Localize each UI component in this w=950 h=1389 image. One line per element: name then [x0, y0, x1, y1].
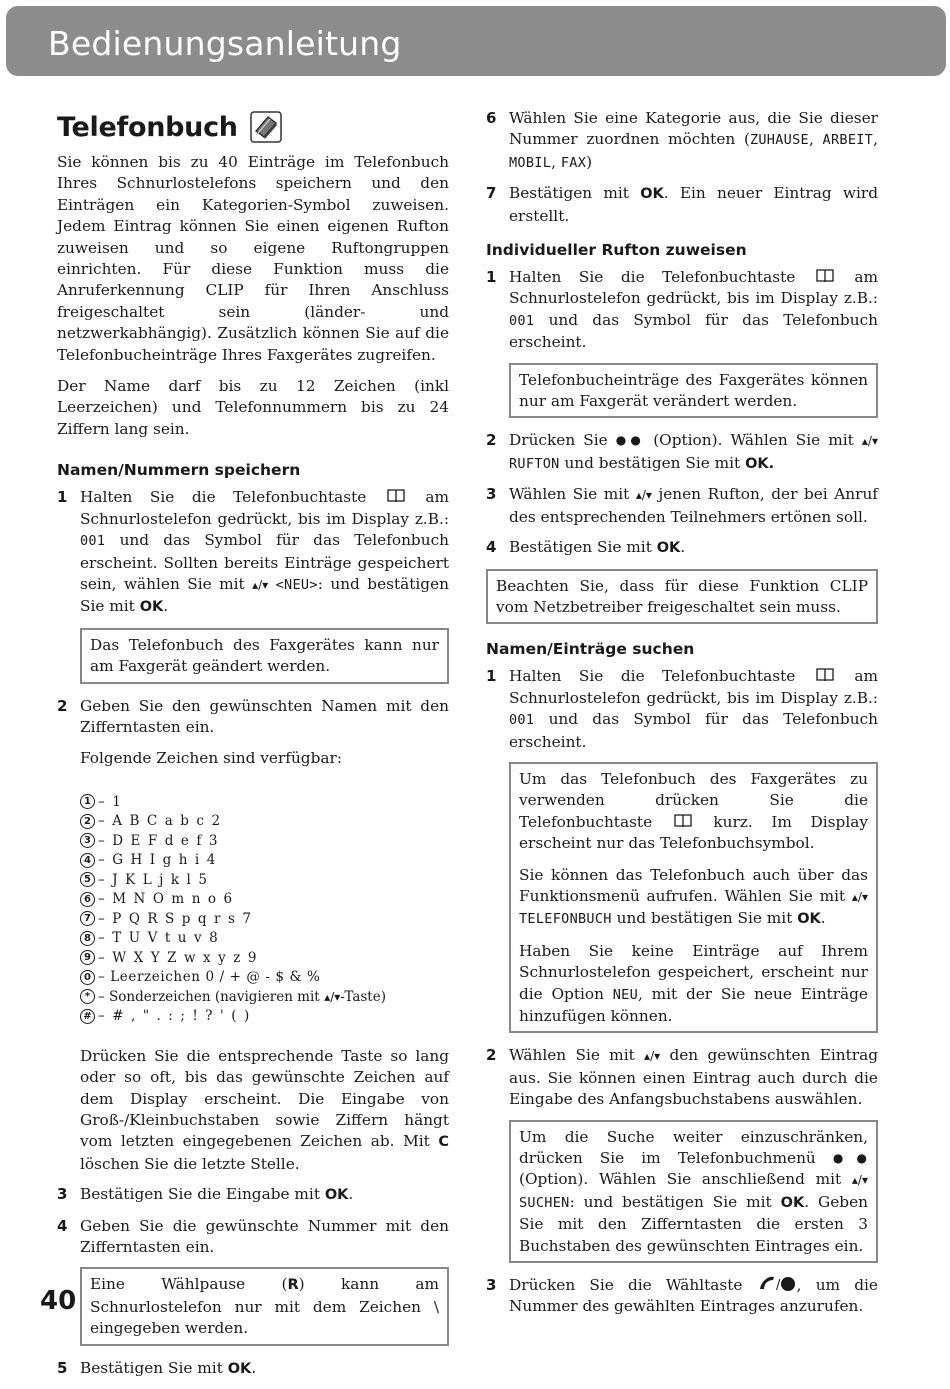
- ringtone-step-2: [486, 430, 878, 475]
- step-text-part: (Option). Wählen Sie mit: [653, 431, 854, 450]
- step-text-part: Bestätigen Sie mit: [509, 538, 652, 557]
- step-text-part: Geben Sie den gewünschten Namen mit den Zifferntasten ein.: [80, 696, 449, 736]
- step-text: [509, 1045, 878, 1110]
- up-down-arrow-icon: ▴/▾: [635, 488, 652, 503]
- key-3-icon: 3: [80, 833, 95, 848]
- char-row: [80, 850, 449, 870]
- step-text-part: : und bestätigen Sie mit: [80, 574, 449, 616]
- note-box: [509, 363, 878, 419]
- step-4: [57, 1216, 449, 1259]
- step-text: [509, 1275, 878, 1318]
- char-values: – Leerzeichen 0 / + @ - $ & %: [98, 969, 321, 985]
- display-text: 001: [509, 312, 535, 329]
- up-down-arrow-icon: ▴/▾: [851, 889, 868, 904]
- note-box: [80, 628, 449, 684]
- display-text: FAX: [560, 154, 587, 171]
- section-title-row: [57, 111, 449, 143]
- step-1: [57, 487, 449, 618]
- key-7-icon: 7: [80, 911, 95, 926]
- search-step-3: [486, 1275, 878, 1318]
- ringtone-step-1: [486, 267, 878, 354]
- step-text-part: Bestätigen mit: [509, 184, 629, 203]
- note-text: [519, 769, 868, 855]
- right-column: [486, 108, 878, 1327]
- char-values: – Sonderzeichen (navigieren mit: [98, 988, 320, 1005]
- display-text: NEU: [612, 986, 639, 1003]
- ok-key-label: OK: [656, 540, 681, 557]
- step-text-part: .: [348, 1185, 354, 1204]
- step-text-part: und das Symbol für das Telefonbuch erscheint. Sollten bereits Einträge gespeichert sein, wählen Sie mit: [80, 531, 449, 593]
- note-text: Beachten Sie, dass für diese Funktion CLIP vom Netzbetreiber freigeschaltet sein muss.: [496, 576, 868, 616]
- page-number: 40: [40, 1286, 77, 1316]
- step-number: 3: [486, 1276, 497, 1295]
- step-5: [57, 1358, 449, 1380]
- ok-key-label: OK: [227, 1360, 252, 1377]
- phonebook-category-icon: [250, 111, 282, 143]
- press-key-paragraph: [80, 1046, 449, 1175]
- step-3: [57, 1184, 449, 1206]
- up-down-arrow-icon: ▴/▾: [851, 1173, 868, 1188]
- note-text-part: . Geben Sie mit den Zifferntasten die ersten 3 Buchstaben des gewünschten Eintrages ein.: [519, 1192, 868, 1255]
- step-number: 2: [486, 1046, 497, 1065]
- page-title: Bedienungsanleitung: [48, 24, 402, 63]
- step-text: Geben Sie die gewünschte Nummer mit den Zifferntasten ein.: [80, 1216, 449, 1256]
- step-number: 1: [486, 268, 497, 287]
- display-text: TELEFONBUCH: [519, 911, 612, 928]
- step-number: 1: [486, 667, 497, 686]
- note-text-part: kurz. Im Display erscheint nur das Telefonbuchsymbol.: [519, 812, 868, 853]
- phonebook-key-icon: [387, 489, 405, 503]
- chars-intro: Folgende Zeichen sind verfügbar:: [80, 749, 342, 768]
- intro-paragraph: Sie können bis zu 40 Einträge im Telefonbuch Ihres Schnurlostelefons speichern und den Einträgen ein Kategorien-Symbol zuweisen. Jedem Eintrag können Sie einen eigenen Rufton zuweisen und so eigene Ruftongruppen einrichten. Für diese Funktion muss die Anruferkennung CLIP für Ihren Anschluss freigeschaltet sein (länder- und netzwerkabhängig). Zusätzlich können Sie auf die Telefonbucheinträge Ihres Faxgerätes zugreifen.: [57, 153, 449, 364]
- note-box: [80, 1267, 449, 1345]
- char-values: – 1: [98, 793, 123, 810]
- note-text-part: Haben Sie keine Einträge auf Ihrem Schnurlostelefon gespeichert, erscheint nur die Option: [519, 941, 868, 1003]
- display-text: RUFTON: [509, 455, 560, 472]
- option-key-icon: ●●: [615, 433, 646, 448]
- c-key-label: C: [438, 1134, 449, 1151]
- up-down-arrow-icon: ▴/▾: [644, 1049, 661, 1064]
- char-values: – T U V t u v 8: [98, 930, 220, 946]
- char-row: [80, 1006, 449, 1026]
- char-row: [80, 831, 449, 851]
- char-values: – D E F d e f 3: [98, 832, 220, 849]
- char-row: [80, 889, 449, 909]
- subsection-ringtone-heading: Individueller Rufton zuweisen: [486, 241, 747, 260]
- step-text-part: .: [680, 538, 686, 557]
- key-8-icon: 8: [80, 931, 95, 946]
- key-9-icon: 9: [80, 950, 95, 965]
- step-text-part: und bestätigen Sie mit: [564, 453, 741, 472]
- subsection-save-heading: Namen/Nummern speichern: [57, 461, 301, 480]
- note-text-part: ) kann am Schnurlostelefon nur mit dem Zeichen \ eingegeben werden.: [90, 1275, 439, 1338]
- step-text-part: Drücken Sie: [509, 431, 608, 450]
- char-row: [80, 948, 449, 968]
- step-text: [80, 1358, 449, 1380]
- up-down-arrow-icon: ▴/▾: [861, 434, 878, 449]
- ok-key-label: OK: [797, 911, 821, 928]
- note-box: [486, 569, 878, 625]
- char-row: [80, 928, 449, 948]
- step-text-part: , um die Nummer des gewählten Eintrages anzurufen.: [509, 1276, 878, 1316]
- search-step-1: [486, 666, 878, 753]
- char-row: [80, 909, 449, 929]
- step-text-part: und das Symbol für das Telefonbuch erscheint.: [509, 310, 878, 352]
- ok-key-label: OK: [139, 599, 164, 616]
- step-text: [509, 430, 878, 475]
- step-text-part: und das Symbol für das Telefonbuch erscheint.: [509, 710, 878, 751]
- step-number: 3: [57, 1185, 68, 1204]
- step-text: [80, 487, 449, 618]
- step-text-part: Wählen Sie mit: [509, 485, 630, 504]
- step-2: [57, 696, 449, 770]
- key-2-icon: 2: [80, 814, 95, 829]
- step-text: [509, 183, 878, 227]
- name-limit-paragraph: Der Name darf bis zu 12 Zeichen (inkl Leerzeichen) und Telefonnummern bis zu 24 Ziffern lang sein.: [57, 377, 449, 438]
- header-bar: [6, 6, 946, 76]
- step-text-part: löschen Sie die letzte Stelle.: [80, 1154, 300, 1173]
- step-text-part: jenen Rufton, der bei Anruf des entsprechenden Teilnehmers ertönen soll.: [509, 485, 878, 526]
- step-text-part: Wählen Sie eine Kategorie aus, die Sie dieser Nummer zuordnen möchten (: [509, 109, 878, 149]
- step-7: [486, 183, 878, 227]
- ok-key-label: OK: [640, 186, 664, 203]
- step-number: 2: [486, 431, 497, 450]
- char-row: [80, 967, 449, 987]
- step-number: 2: [57, 696, 68, 715]
- step-text: Wählen Sie eine Kategorie aus, die Sie dieser Nummer zuordnen möchten (ZUHAUSE, ARBEIT, MOBIL, FAX): [509, 109, 878, 171]
- display-text: 001: [509, 712, 535, 729]
- step-text-part: Bestätigen Sie die Eingabe mit: [80, 1185, 320, 1204]
- char-values: – A B C a b c 2: [98, 813, 222, 829]
- step-text-part: Bestätigen Sie mit: [80, 1358, 223, 1377]
- step-text: [80, 1184, 449, 1206]
- note-text-part: (Option). Wählen Sie anschließend mit: [519, 1170, 842, 1189]
- step-text-part: am Schnurlostelefon gedrückt, bis im Display z.B.:: [509, 667, 878, 707]
- step-text-part: den gewünschten Eintrag aus. Sie können einen Eintrag auch durch die Eingabe des Anfangsbuchstabens auswählen.: [509, 1046, 878, 1109]
- char-values: – # , " . : ; ! ? ' ( ): [98, 1008, 251, 1024]
- display-text: ARBEIT: [822, 132, 874, 149]
- note-box: [509, 1120, 878, 1263]
- phonebook-key-icon: [816, 668, 834, 682]
- note-text-part: Sie können das Telefonbuch auch über das Funktionsmenü aufrufen. Wählen Sie mit: [519, 865, 868, 905]
- section-title: Telefonbuch: [57, 111, 238, 143]
- char-row: [80, 870, 449, 890]
- step-text-part: Drücken Sie die entsprechende Taste so lang oder so oft, bis das gewünschte Zeichen auf dem Display erscheint. Die Eingabe von Groß-/Kleinbuchstaben sowie Ziffern hängt vom letzten eingegebenen Zeichen ab. Mit: [80, 1046, 449, 1151]
- ok-key-label: OK.: [745, 455, 775, 472]
- note-text-part: , mit der Sie neue Einträge hinzufügen können.: [519, 984, 868, 1025]
- step-text-part: am Schnurlostelefon gedrückt, bis im Display z.B.:: [509, 268, 878, 308]
- search-step-2: [486, 1045, 878, 1110]
- left-column: [57, 108, 449, 1389]
- up-down-arrow-icon: ▴/▾: [324, 989, 341, 1004]
- char-values: – M N O m n o 6: [98, 891, 234, 907]
- step-number: 5: [57, 1358, 68, 1377]
- display-text: 001: [80, 533, 106, 550]
- note-text: [519, 865, 868, 931]
- step-number: 4: [486, 538, 497, 557]
- phonebook-key-icon: [674, 814, 692, 828]
- step-number: 4: [57, 1216, 68, 1235]
- key-6-icon: 6: [80, 892, 95, 907]
- ok-key-label: OK: [324, 1187, 349, 1204]
- step-number: 7: [486, 184, 497, 203]
- note-text: [519, 1127, 868, 1257]
- char-row: [80, 792, 449, 812]
- step-text-part: ): [586, 152, 593, 171]
- ringtone-step-4: [486, 537, 878, 559]
- r-key-label: R: [287, 1277, 299, 1294]
- display-text: MOBIL: [509, 154, 552, 171]
- note-box: [509, 762, 878, 1033]
- step-number: 6: [486, 109, 497, 127]
- note-text: Das Telefonbuch des Faxgerätes kann nur am Faxgerät geändert werden.: [90, 635, 439, 676]
- step-text-part: Drücken Sie die Wähltaste: [509, 1276, 743, 1295]
- step-text: [509, 537, 878, 559]
- step-number: 3: [486, 485, 497, 504]
- key-5-icon: 5: [80, 872, 95, 887]
- step-text-part: am Schnurlostelefon gedrückt, bis im Display z.B.:: [80, 488, 449, 528]
- char-row: [80, 811, 449, 831]
- char-values: – G H I g h i 4: [98, 852, 217, 868]
- step-text: [509, 484, 878, 528]
- up-down-arrow-icon: ▴/▾: [252, 577, 269, 592]
- display-text: <NEU>: [275, 576, 318, 593]
- phonebook-key-icon: [816, 269, 834, 283]
- char-values: – J K L j k l 5: [98, 871, 209, 888]
- note-text-part: Eine Wählpause (: [90, 1275, 288, 1294]
- step-text-part: Halten Sie die Telefonbuchtaste: [80, 488, 367, 507]
- step-text: [80, 1046, 449, 1175]
- key-4-icon: 4: [80, 853, 95, 868]
- display-text: ZUHAUSE: [749, 132, 809, 149]
- key-1-icon: 1: [80, 794, 95, 809]
- step-number: 1: [57, 488, 68, 507]
- note-text: [90, 1274, 439, 1339]
- char-values: -Taste): [340, 988, 386, 1005]
- note-text-part: und bestätigen Sie mit: [616, 909, 793, 928]
- char-values: – W X Y Z w x y z 9: [98, 949, 259, 966]
- option-key-icon: ●●: [832, 1151, 868, 1166]
- note-text-part: Um die Suche weiter einzuschränken, drücken Sie im Telefonbuchmenü: [519, 1127, 868, 1168]
- key-star-icon: *: [80, 989, 95, 1004]
- note-text-part: .: [820, 909, 826, 928]
- step-6: [486, 108, 878, 174]
- step-text: [509, 666, 878, 753]
- step-text-part: Halten Sie die Telefonbuchtaste: [509, 268, 796, 287]
- key-hash-icon: #: [80, 1009, 95, 1024]
- note-text: Telefonbucheinträge des Faxgerätes können nur am Faxgerät verändert werden.: [519, 370, 868, 411]
- note-text-part: Um das Telefonbuch des Faxgerätes zu verwenden drücken Sie die Telefonbuchtaste: [519, 769, 868, 831]
- step-text-part: . Ein neuer Eintrag wird erstellt.: [509, 184, 878, 225]
- step-text-part: Wählen Sie mit: [509, 1046, 635, 1065]
- dial-key-icon: [757, 1275, 797, 1293]
- char-row: [80, 987, 449, 1007]
- subsection-search-heading: Namen/Einträge suchen: [486, 640, 695, 659]
- step-text: [80, 696, 449, 770]
- character-table: [80, 792, 449, 1026]
- svg-text:/: /: [775, 1278, 781, 1294]
- key-0-icon: 0: [80, 970, 95, 985]
- display-text: SUCHEN: [519, 1194, 570, 1211]
- step-text-part: .: [163, 597, 169, 616]
- step-text: [509, 267, 878, 354]
- note-text-part: : und bestätigen Sie mit: [569, 1192, 772, 1211]
- ringtone-step-3: [486, 484, 878, 528]
- step-text-part: .: [251, 1358, 257, 1377]
- note-text: [519, 941, 868, 1028]
- char-values: – P Q R S p q r s 7: [98, 910, 253, 927]
- ok-key-label: OK: [780, 1194, 805, 1211]
- step-text-part: Halten Sie die Telefonbuchtaste: [509, 667, 796, 686]
